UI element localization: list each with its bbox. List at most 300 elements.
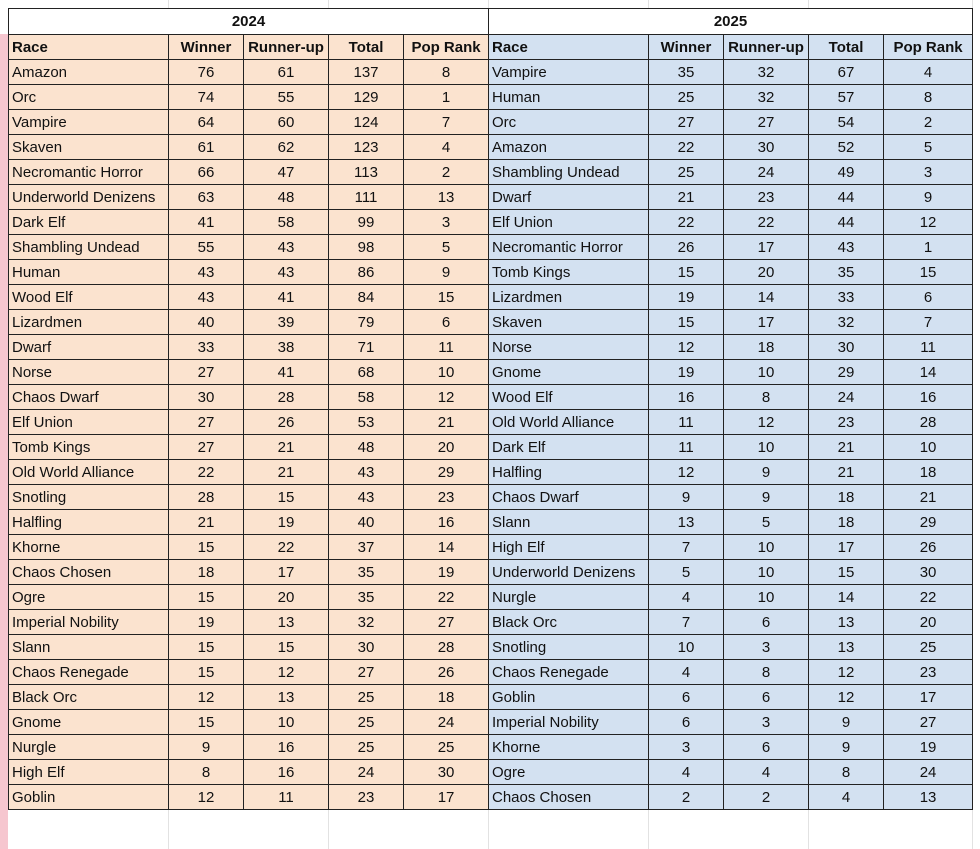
total-cell[interactable]: 29 [809, 360, 884, 385]
runner-up-cell[interactable]: 10 [724, 585, 809, 610]
runner-up-cell[interactable]: 43 [244, 235, 329, 260]
runner-up-cell[interactable]: 4 [724, 760, 809, 785]
total-cell[interactable]: 23 [809, 410, 884, 435]
total-cell[interactable]: 71 [329, 335, 404, 360]
runner-up-cell[interactable]: 48 [244, 185, 329, 210]
runner-up-cell[interactable]: 21 [244, 460, 329, 485]
year-header-2024[interactable]: 2024 [9, 9, 489, 35]
race-cell[interactable]: Vampire [9, 110, 169, 135]
winner-cell[interactable]: 15 [169, 710, 244, 735]
winner-cell[interactable]: 30 [169, 385, 244, 410]
pop-rank-cell[interactable]: 25 [884, 635, 973, 660]
pop-rank-cell[interactable]: 9 [884, 185, 973, 210]
winner-cell[interactable]: 4 [649, 660, 724, 685]
race-cell[interactable]: Imperial Nobility [489, 710, 649, 735]
runner-up-cell[interactable]: 12 [724, 410, 809, 435]
total-cell[interactable]: 32 [329, 610, 404, 635]
pop-rank-cell[interactable]: 3 [884, 160, 973, 185]
pop-rank-cell[interactable]: 4 [884, 60, 973, 85]
race-cell[interactable]: Nurgle [489, 585, 649, 610]
race-cell[interactable]: High Elf [489, 535, 649, 560]
race-cell[interactable]: Goblin [489, 685, 649, 710]
pop-rank-cell[interactable]: 8 [884, 85, 973, 110]
winner-cell[interactable]: 11 [649, 410, 724, 435]
race-cell[interactable]: Human [489, 85, 649, 110]
winner-cell[interactable]: 21 [649, 185, 724, 210]
runner-up-cell[interactable]: 62 [244, 135, 329, 160]
pop-rank-cell[interactable]: 5 [884, 135, 973, 160]
race-cell[interactable]: Norse [9, 360, 169, 385]
winner-cell[interactable]: 12 [649, 335, 724, 360]
race-cell[interactable]: Gnome [9, 710, 169, 735]
pop-rank-cell[interactable]: 26 [884, 535, 973, 560]
race-cell[interactable]: Orc [9, 85, 169, 110]
total-cell[interactable]: 18 [809, 510, 884, 535]
runner-up-cell[interactable]: 30 [724, 135, 809, 160]
runner-up-cell[interactable]: 15 [244, 635, 329, 660]
race-cell[interactable]: Snotling [9, 485, 169, 510]
runner-up-cell[interactable]: 10 [244, 710, 329, 735]
winner-cell[interactable]: 15 [169, 635, 244, 660]
total-cell[interactable]: 79 [329, 310, 404, 335]
pop-rank-cell[interactable]: 22 [884, 585, 973, 610]
column-header-runner-up[interactable]: Runner-up [724, 35, 809, 60]
total-cell[interactable]: 124 [329, 110, 404, 135]
runner-up-cell[interactable]: 15 [244, 485, 329, 510]
total-cell[interactable]: 33 [809, 285, 884, 310]
winner-cell[interactable]: 7 [649, 535, 724, 560]
winner-cell[interactable]: 2 [649, 785, 724, 810]
race-cell[interactable]: Chaos Chosen [9, 560, 169, 585]
pop-rank-cell[interactable]: 20 [884, 610, 973, 635]
total-cell[interactable]: 43 [329, 460, 404, 485]
winner-cell[interactable]: 25 [649, 160, 724, 185]
runner-up-cell[interactable]: 20 [724, 260, 809, 285]
total-cell[interactable]: 23 [329, 785, 404, 810]
pop-rank-cell[interactable]: 13 [884, 785, 973, 810]
pop-rank-cell[interactable]: 27 [404, 610, 489, 635]
runner-up-cell[interactable]: 43 [244, 260, 329, 285]
runner-up-cell[interactable]: 3 [724, 710, 809, 735]
race-cell[interactable]: Skaven [489, 310, 649, 335]
total-cell[interactable]: 24 [809, 385, 884, 410]
total-cell[interactable]: 57 [809, 85, 884, 110]
runner-up-cell[interactable]: 22 [724, 210, 809, 235]
winner-cell[interactable]: 6 [649, 685, 724, 710]
total-cell[interactable]: 53 [329, 410, 404, 435]
winner-cell[interactable]: 15 [169, 660, 244, 685]
total-cell[interactable]: 27 [329, 660, 404, 685]
runner-up-cell[interactable]: 6 [724, 610, 809, 635]
winner-cell[interactable]: 43 [169, 260, 244, 285]
total-cell[interactable]: 30 [329, 635, 404, 660]
race-cell[interactable]: Orc [489, 110, 649, 135]
pop-rank-cell[interactable]: 2 [404, 160, 489, 185]
race-cell[interactable]: Lizardmen [489, 285, 649, 310]
runner-up-cell[interactable]: 2 [724, 785, 809, 810]
total-cell[interactable]: 9 [809, 735, 884, 760]
total-cell[interactable]: 48 [329, 435, 404, 460]
total-cell[interactable]: 12 [809, 660, 884, 685]
total-cell[interactable]: 43 [329, 485, 404, 510]
pop-rank-cell[interactable]: 25 [404, 735, 489, 760]
race-cell[interactable]: Gnome [489, 360, 649, 385]
pop-rank-cell[interactable]: 28 [884, 410, 973, 435]
runner-up-cell[interactable]: 22 [244, 535, 329, 560]
total-cell[interactable]: 32 [809, 310, 884, 335]
total-cell[interactable]: 37 [329, 535, 404, 560]
winner-cell[interactable]: 16 [649, 385, 724, 410]
pop-rank-cell[interactable]: 6 [884, 285, 973, 310]
column-header-total[interactable]: Total [809, 35, 884, 60]
race-cell[interactable]: Old World Alliance [489, 410, 649, 435]
total-cell[interactable]: 84 [329, 285, 404, 310]
winner-cell[interactable]: 13 [649, 510, 724, 535]
runner-up-cell[interactable]: 9 [724, 485, 809, 510]
winner-cell[interactable]: 41 [169, 210, 244, 235]
runner-up-cell[interactable]: 10 [724, 535, 809, 560]
pop-rank-cell[interactable]: 16 [404, 510, 489, 535]
winner-cell[interactable]: 9 [649, 485, 724, 510]
total-cell[interactable]: 25 [329, 710, 404, 735]
runner-up-cell[interactable]: 6 [724, 735, 809, 760]
total-cell[interactable]: 52 [809, 135, 884, 160]
race-cell[interactable]: Halfling [9, 510, 169, 535]
total-cell[interactable]: 24 [329, 760, 404, 785]
race-cell[interactable]: Slann [9, 635, 169, 660]
race-cell[interactable]: Amazon [489, 135, 649, 160]
winner-cell[interactable]: 66 [169, 160, 244, 185]
pop-rank-cell[interactable]: 10 [884, 435, 973, 460]
total-cell[interactable]: 129 [329, 85, 404, 110]
winner-cell[interactable]: 4 [649, 585, 724, 610]
total-cell[interactable]: 98 [329, 235, 404, 260]
pop-rank-cell[interactable]: 23 [404, 485, 489, 510]
race-cell[interactable]: Chaos Chosen [489, 785, 649, 810]
column-header-race[interactable]: Race [489, 35, 649, 60]
pop-rank-cell[interactable]: 19 [404, 560, 489, 585]
winner-cell[interactable]: 27 [169, 435, 244, 460]
race-cell[interactable]: Norse [489, 335, 649, 360]
winner-cell[interactable]: 15 [649, 310, 724, 335]
race-cell[interactable]: Underworld Denizens [489, 560, 649, 585]
winner-cell[interactable]: 12 [169, 685, 244, 710]
total-cell[interactable]: 99 [329, 210, 404, 235]
pop-rank-cell[interactable]: 7 [884, 310, 973, 335]
winner-cell[interactable]: 25 [649, 85, 724, 110]
pop-rank-cell[interactable]: 5 [404, 235, 489, 260]
total-cell[interactable]: 17 [809, 535, 884, 560]
column-header-pop-rank[interactable]: Pop Rank [404, 35, 489, 60]
pop-rank-cell[interactable]: 29 [884, 510, 973, 535]
runner-up-cell[interactable]: 19 [244, 510, 329, 535]
race-cell[interactable]: Elf Union [489, 210, 649, 235]
runner-up-cell[interactable]: 10 [724, 360, 809, 385]
total-cell[interactable]: 68 [329, 360, 404, 385]
race-cell[interactable]: Halfling [489, 460, 649, 485]
winner-cell[interactable]: 35 [649, 60, 724, 85]
race-cell[interactable]: Lizardmen [9, 310, 169, 335]
column-header-winner[interactable]: Winner [169, 35, 244, 60]
total-cell[interactable]: 43 [809, 235, 884, 260]
race-cell[interactable]: Underworld Denizens [9, 185, 169, 210]
race-cell[interactable]: Dark Elf [9, 210, 169, 235]
winner-cell[interactable]: 15 [649, 260, 724, 285]
pop-rank-cell[interactable]: 6 [404, 310, 489, 335]
column-header-total[interactable]: Total [329, 35, 404, 60]
winner-cell[interactable]: 43 [169, 285, 244, 310]
runner-up-cell[interactable]: 5 [724, 510, 809, 535]
total-cell[interactable]: 67 [809, 60, 884, 85]
total-cell[interactable]: 8 [809, 760, 884, 785]
runner-up-cell[interactable]: 14 [724, 285, 809, 310]
runner-up-cell[interactable]: 16 [244, 735, 329, 760]
runner-up-cell[interactable]: 24 [724, 160, 809, 185]
race-cell[interactable]: Khorne [489, 735, 649, 760]
pop-rank-cell[interactable]: 14 [884, 360, 973, 385]
pop-rank-cell[interactable]: 28 [404, 635, 489, 660]
pop-rank-cell[interactable]: 21 [404, 410, 489, 435]
pop-rank-cell[interactable]: 22 [404, 585, 489, 610]
runner-up-cell[interactable]: 18 [724, 335, 809, 360]
race-cell[interactable]: Shambling Undead [9, 235, 169, 260]
winner-cell[interactable]: 22 [649, 135, 724, 160]
race-cell[interactable]: Amazon [9, 60, 169, 85]
winner-cell[interactable]: 11 [649, 435, 724, 460]
total-cell[interactable]: 40 [329, 510, 404, 535]
runner-up-cell[interactable]: 13 [244, 610, 329, 635]
race-cell[interactable]: Tomb Kings [489, 260, 649, 285]
total-cell[interactable]: 13 [809, 610, 884, 635]
pop-rank-cell[interactable]: 1 [884, 235, 973, 260]
race-cell[interactable]: Slann [489, 510, 649, 535]
runner-up-cell[interactable]: 61 [244, 60, 329, 85]
winner-cell[interactable]: 27 [649, 110, 724, 135]
race-cell[interactable]: High Elf [9, 760, 169, 785]
race-cell[interactable]: Vampire [489, 60, 649, 85]
winner-cell[interactable]: 15 [169, 535, 244, 560]
race-cell[interactable]: Necromantic Horror [9, 160, 169, 185]
runner-up-cell[interactable]: 26 [244, 410, 329, 435]
pop-rank-cell[interactable]: 16 [884, 385, 973, 410]
winner-cell[interactable]: 63 [169, 185, 244, 210]
runner-up-cell[interactable]: 32 [724, 60, 809, 85]
winner-cell[interactable]: 27 [169, 360, 244, 385]
pop-rank-cell[interactable]: 21 [884, 485, 973, 510]
total-cell[interactable]: 14 [809, 585, 884, 610]
winner-cell[interactable]: 19 [649, 360, 724, 385]
runner-up-cell[interactable]: 16 [244, 760, 329, 785]
pop-rank-cell[interactable]: 15 [884, 260, 973, 285]
race-cell[interactable]: Dwarf [9, 335, 169, 360]
pop-rank-cell[interactable]: 14 [404, 535, 489, 560]
race-cell[interactable]: Black Orc [489, 610, 649, 635]
runner-up-cell[interactable]: 38 [244, 335, 329, 360]
runner-up-cell[interactable]: 8 [724, 385, 809, 410]
runner-up-cell[interactable]: 21 [244, 435, 329, 460]
pop-rank-cell[interactable]: 2 [884, 110, 973, 135]
winner-cell[interactable]: 76 [169, 60, 244, 85]
total-cell[interactable]: 35 [329, 560, 404, 585]
winner-cell[interactable]: 9 [169, 735, 244, 760]
runner-up-cell[interactable]: 17 [724, 310, 809, 335]
winner-cell[interactable]: 4 [649, 760, 724, 785]
total-cell[interactable]: 54 [809, 110, 884, 135]
runner-up-cell[interactable]: 60 [244, 110, 329, 135]
race-cell[interactable]: Dwarf [489, 185, 649, 210]
total-cell[interactable]: 137 [329, 60, 404, 85]
pop-rank-cell[interactable]: 27 [884, 710, 973, 735]
runner-up-cell[interactable]: 6 [724, 685, 809, 710]
total-cell[interactable]: 18 [809, 485, 884, 510]
race-cell[interactable]: Tomb Kings [9, 435, 169, 460]
total-cell[interactable]: 30 [809, 335, 884, 360]
pop-rank-cell[interactable]: 18 [404, 685, 489, 710]
pop-rank-cell[interactable]: 30 [404, 760, 489, 785]
winner-cell[interactable]: 74 [169, 85, 244, 110]
runner-up-cell[interactable]: 12 [244, 660, 329, 685]
runner-up-cell[interactable]: 23 [724, 185, 809, 210]
pop-rank-cell[interactable]: 7 [404, 110, 489, 135]
race-cell[interactable]: Skaven [9, 135, 169, 160]
total-cell[interactable]: 44 [809, 210, 884, 235]
total-cell[interactable]: 123 [329, 135, 404, 160]
pop-rank-cell[interactable]: 17 [884, 685, 973, 710]
winner-cell[interactable]: 22 [169, 460, 244, 485]
pop-rank-cell[interactable]: 1 [404, 85, 489, 110]
runner-up-cell[interactable]: 9 [724, 460, 809, 485]
pop-rank-cell[interactable]: 8 [404, 60, 489, 85]
runner-up-cell[interactable]: 13 [244, 685, 329, 710]
total-cell[interactable]: 9 [809, 710, 884, 735]
race-cell[interactable]: Goblin [9, 785, 169, 810]
winner-cell[interactable]: 21 [169, 510, 244, 535]
total-cell[interactable]: 4 [809, 785, 884, 810]
race-cell[interactable]: Human [9, 260, 169, 285]
race-cell[interactable]: Imperial Nobility [9, 610, 169, 635]
total-cell[interactable]: 86 [329, 260, 404, 285]
pop-rank-cell[interactable]: 11 [884, 335, 973, 360]
pop-rank-cell[interactable]: 18 [884, 460, 973, 485]
runner-up-cell[interactable]: 27 [724, 110, 809, 135]
winner-cell[interactable]: 19 [649, 285, 724, 310]
runner-up-cell[interactable]: 32 [724, 85, 809, 110]
column-header-race[interactable]: Race [9, 35, 169, 60]
winner-cell[interactable]: 15 [169, 585, 244, 610]
pop-rank-cell[interactable]: 23 [884, 660, 973, 685]
winner-cell[interactable]: 26 [649, 235, 724, 260]
column-header-pop-rank[interactable]: Pop Rank [884, 35, 973, 60]
total-cell[interactable]: 111 [329, 185, 404, 210]
race-cell[interactable]: Elf Union [9, 410, 169, 435]
race-cell[interactable]: Snotling [489, 635, 649, 660]
total-cell[interactable]: 25 [329, 685, 404, 710]
total-cell[interactable]: 25 [329, 735, 404, 760]
pop-rank-cell[interactable]: 3 [404, 210, 489, 235]
winner-cell[interactable]: 8 [169, 760, 244, 785]
pop-rank-cell[interactable]: 15 [404, 285, 489, 310]
total-cell[interactable]: 49 [809, 160, 884, 185]
race-cell[interactable]: Necromantic Horror [489, 235, 649, 260]
winner-cell[interactable]: 7 [649, 610, 724, 635]
runner-up-cell[interactable]: 58 [244, 210, 329, 235]
pop-rank-cell[interactable]: 9 [404, 260, 489, 285]
race-cell[interactable]: Old World Alliance [9, 460, 169, 485]
race-cell[interactable]: Shambling Undead [489, 160, 649, 185]
total-cell[interactable]: 35 [809, 260, 884, 285]
pop-rank-cell[interactable]: 12 [884, 210, 973, 235]
total-cell[interactable]: 44 [809, 185, 884, 210]
winner-cell[interactable]: 33 [169, 335, 244, 360]
total-cell[interactable]: 12 [809, 685, 884, 710]
pop-rank-cell[interactable]: 12 [404, 385, 489, 410]
race-cell[interactable]: Chaos Dwarf [489, 485, 649, 510]
pop-rank-cell[interactable]: 20 [404, 435, 489, 460]
total-cell[interactable]: 21 [809, 460, 884, 485]
total-cell[interactable]: 58 [329, 385, 404, 410]
total-cell[interactable]: 113 [329, 160, 404, 185]
pop-rank-cell[interactable]: 17 [404, 785, 489, 810]
runner-up-cell[interactable]: 41 [244, 360, 329, 385]
race-cell[interactable]: Wood Elf [9, 285, 169, 310]
winner-cell[interactable]: 6 [649, 710, 724, 735]
winner-cell[interactable]: 12 [169, 785, 244, 810]
total-cell[interactable]: 35 [329, 585, 404, 610]
runner-up-cell[interactable]: 41 [244, 285, 329, 310]
winner-cell[interactable]: 27 [169, 410, 244, 435]
total-cell[interactable]: 13 [809, 635, 884, 660]
race-cell[interactable]: Chaos Renegade [489, 660, 649, 685]
race-cell[interactable]: Khorne [9, 535, 169, 560]
runner-up-cell[interactable]: 10 [724, 560, 809, 585]
race-cell[interactable]: Ogre [9, 585, 169, 610]
winner-cell[interactable]: 64 [169, 110, 244, 135]
column-header-winner[interactable]: Winner [649, 35, 724, 60]
runner-up-cell[interactable]: 39 [244, 310, 329, 335]
winner-cell[interactable]: 12 [649, 460, 724, 485]
race-cell[interactable]: Chaos Renegade [9, 660, 169, 685]
pop-rank-cell[interactable]: 30 [884, 560, 973, 585]
winner-cell[interactable]: 3 [649, 735, 724, 760]
winner-cell[interactable]: 55 [169, 235, 244, 260]
runner-up-cell[interactable]: 8 [724, 660, 809, 685]
winner-cell[interactable]: 61 [169, 135, 244, 160]
winner-cell[interactable]: 40 [169, 310, 244, 335]
race-cell[interactable]: Black Orc [9, 685, 169, 710]
pop-rank-cell[interactable]: 19 [884, 735, 973, 760]
pop-rank-cell[interactable]: 11 [404, 335, 489, 360]
total-cell[interactable]: 15 [809, 560, 884, 585]
winner-cell[interactable]: 28 [169, 485, 244, 510]
pop-rank-cell[interactable]: 26 [404, 660, 489, 685]
runner-up-cell[interactable]: 20 [244, 585, 329, 610]
column-header-runner-up[interactable]: Runner-up [244, 35, 329, 60]
runner-up-cell[interactable]: 17 [244, 560, 329, 585]
pop-rank-cell[interactable]: 10 [404, 360, 489, 385]
runner-up-cell[interactable]: 28 [244, 385, 329, 410]
winner-cell[interactable]: 22 [649, 210, 724, 235]
winner-cell[interactable]: 18 [169, 560, 244, 585]
pop-rank-cell[interactable]: 24 [884, 760, 973, 785]
runner-up-cell[interactable]: 47 [244, 160, 329, 185]
race-cell[interactable]: Chaos Dwarf [9, 385, 169, 410]
total-cell[interactable]: 21 [809, 435, 884, 460]
pop-rank-cell[interactable]: 4 [404, 135, 489, 160]
race-cell[interactable]: Ogre [489, 760, 649, 785]
winner-cell[interactable]: 5 [649, 560, 724, 585]
year-header-2025[interactable]: 2025 [489, 9, 973, 35]
runner-up-cell[interactable]: 11 [244, 785, 329, 810]
